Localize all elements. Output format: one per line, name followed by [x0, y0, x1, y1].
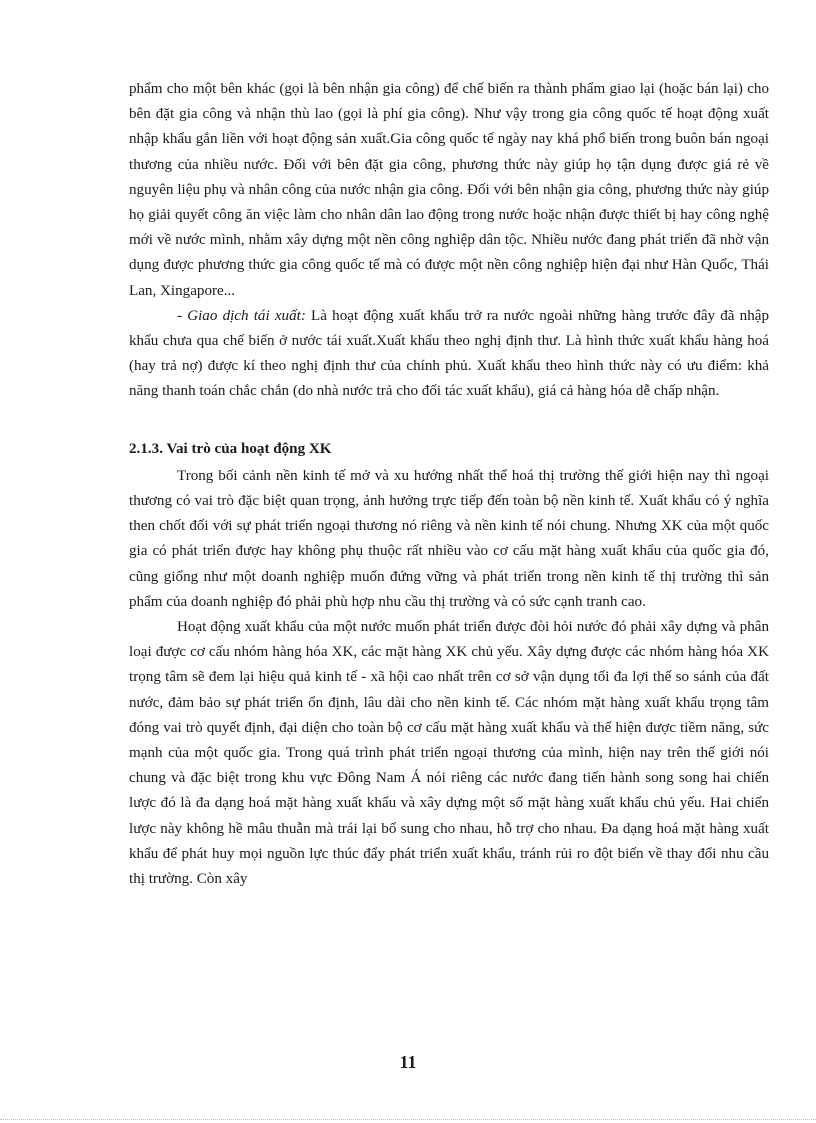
- paragraph-processing-intro: phẩm cho một bên khác (gọi là bên nhận gia công) để chế biến ra thành phẩm giao lại (hoặc bán lại) cho bên đặt gia công và nhận thù lao (gọi là phí gia công). Như vậy trong gia công quốc tế hoạt động xuất nhập khẩu gắn liền với hoạt động sản xuất.Gia công quốc tế ngày nay khá phổ biến trong buôn bán ngoại thương của nhiều nước. Đối với bên đặt gia công, phương thức này giúp họ tận dụng được giá rẻ về nguyên liệu phụ và nhân công của nước nhận gia công. Đối với bên nhận gia công, phương thức này giúp họ giải quyết công ăn việc làm cho nhân dân lao động trong nước hoặc nhận được thiết bị hay công nghệ mới về nước mình, nhằm xây dựng một nền công nghiệp dân tộc. Nhiều nước đang phát triển đã nhờ vận dụng được phương thức gia công quốc tế mà có được một nền công nghiệp hiện đại như Hàn Quốc, Thái Lan, Xingapore...: [129, 81, 769, 299]
- section-heading: 2.1.3. Vai trò của hoạt động XK: [129, 440, 332, 457]
- page-bottom-divider: [0, 1119, 816, 1120]
- reexport-definition: Là hoạt động xuất khẩu trở ra nước ngoài những hàng trước đây đã nhập khẩu chưa qua chế biến ở nước tái xuất.Xuất khẩu theo nghị định thư. Là hình thức xuất khẩu hàng hoá (hay trả nợ) được kí theo nghị định thư của chính phủ. Xuất khẩu theo hình thức này có ưu điểm: khả năng thanh toán chắc chắn (do nhà nước trả cho đối tác xuất khẩu), giá cả hàng hóa dễ chấp nhận.: [129, 307, 770, 400]
- reexport-term: - Giao dịch tái xuất:: [177, 307, 306, 324]
- document-body: [129, 77, 769, 892]
- paragraph-reexport: [129, 304, 769, 405]
- page-number: 11: [399, 1052, 417, 1072]
- paragraph-export-strategy: Hoạt động xuất khẩu của một nước muốn phát triển được đòi hỏi nước đó phải xây dựng và phân loại được cơ cấu nhóm hàng hóa XK, các mặt hàng XK chủ yếu. Xây dựng được các nhóm hàng hóa XK trọng tâm sẽ đem lại hiệu quả kinh tế - xã hội cao nhất trên cơ sở vận dụng tối đa lợi thế so sánh của đất nước, đảm bảo sự phát triển ổn định, lâu dài cho nền kinh tế. Các nhóm mặt hàng xuất khẩu trọng tâm đóng vai trò quyết định, đại diện cho toàn bộ cơ cấu mặt hàng xuất khẩu và thể hiện được tiềm năng, sức mạnh của một quốc gia. Trong quá trình phát triển ngoại thương của mình, hiện nay trên thế giới nói chung và đặc biệt trong khu vực Đông Nam Á nói riêng các nước đang tiến hành song song hai chiến lược đó là đa dạng hoá mặt hàng xuất khẩu và xây dựng một số mặt hàng xuất khẩu chủ yếu. Hai chiến lược này không hề mâu thuẫn mà trái lại bổ sung cho nhau, hỗ trợ cho nhau. Đa dạng hoá mặt hàng xuất khẩu để phát huy mọi nguồn lực thúc đẩy phát triển xuất khẩu, tránh rủi ro đột biến về thay đổi nhu cầu thị trường. Còn xây: [129, 619, 769, 888]
- paragraph-open-economy: Trong bối cảnh nền kinh tế mở và xu hướng nhất thể hoá thị trường thế giới hiện nay thì ngoại thương có vai trò đặc biệt quan trọng, ảnh hưởng trực tiếp đến toàn bộ nền kinh tế. Xuất khẩu có ý nghĩa then chốt đối với sự phát triển ngoại thương nó riêng và nền kinh tế nói chung. Nhưng XK của một quốc gia có phát triển được hay không phụ thuộc rất nhiều vào cơ cấu mặt hàng xuất khẩu của quốc gia đó, cũng giống như một doanh nghiệp muốn đứng vững và phát triển trong nền kinh tế thị trường thì sản phẩm của doanh nghiệp đó phải phù hợp nhu cầu thị trường và có sức cạnh tranh cao.: [129, 467, 769, 610]
